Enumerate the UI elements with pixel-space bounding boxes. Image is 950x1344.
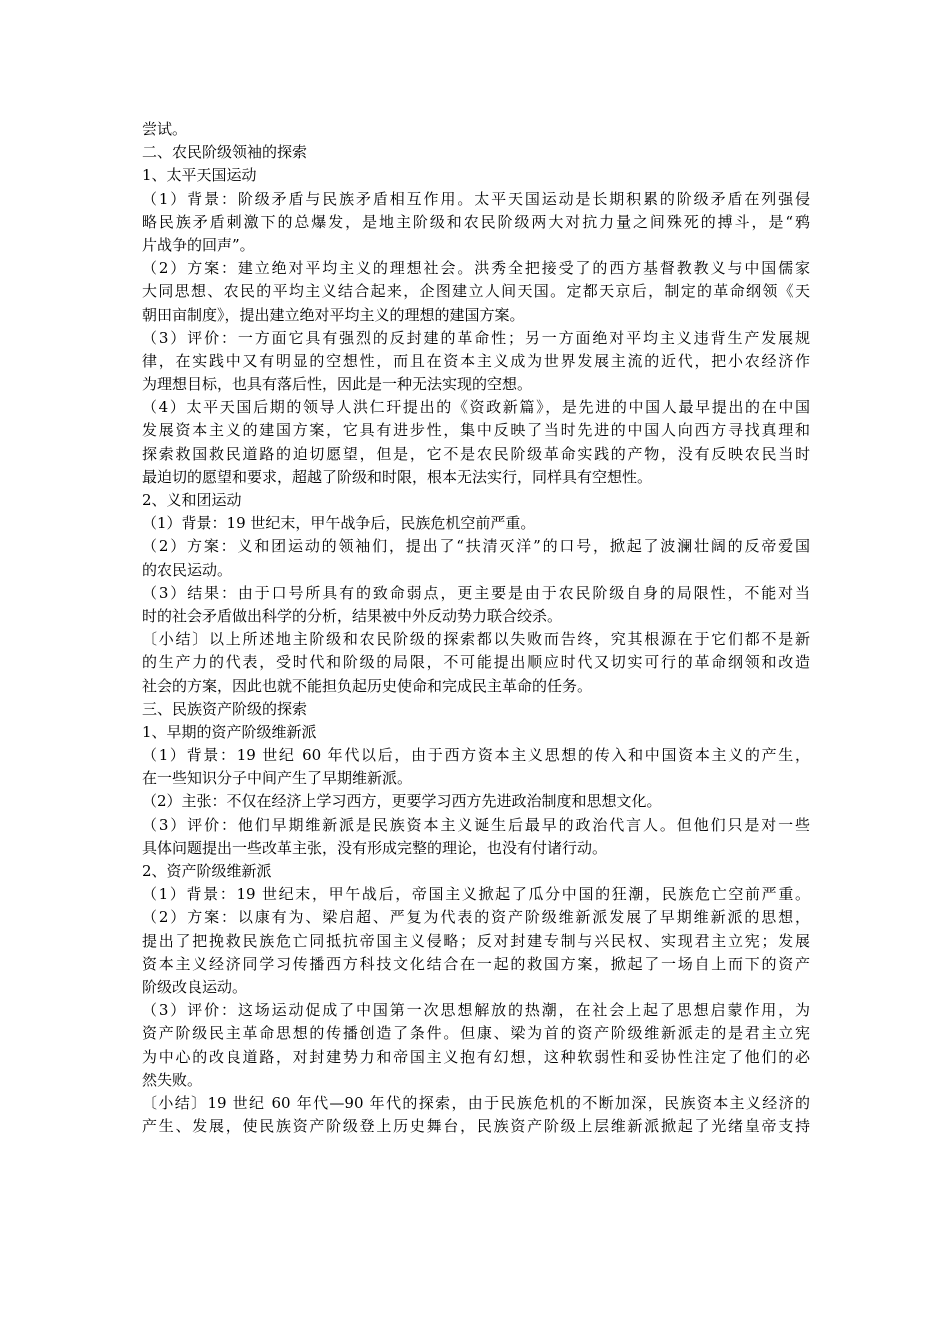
text-line: 略民族矛盾刺激下的总爆发，是地主阶级和农民阶级两大对抗力量之间殊死的搏斗，是“鸦 — [142, 212, 810, 231]
text-line: 〔小结〕以上所述地主阶级和农民阶级的探索都以失败而告终，究其根源在于它们都不是新 — [142, 630, 810, 649]
text-line: 的生产力的代表，受时代和阶级的局限，不可能提出顺应时代又切实可行的革命纲领和改造 — [142, 653, 810, 672]
text-line: （2）方案：义和团运动的领袖们，提出了“扶清灭洋”的口号，掀起了波澜壮阔的反帝爱国 — [142, 537, 810, 556]
text-line: 资产阶级民主革命思想的传播创造了条件。但康、梁为首的资产阶级维新派走的是君主立宪 — [142, 1024, 810, 1043]
text-line: 朝田亩制度》，提出建立绝对平均主义的理想的建国方案。 — [142, 305, 525, 324]
text-line: 〔小结〕19 世纪 60 年代—90 年代的探索，由于民族危机的不断加深，民族资本主义经济的 — [142, 1093, 810, 1112]
text-line: 律，在实践中又有明显的空想性，而且在资本主义成为世界发展主流的近代，把小农经济作 — [142, 351, 810, 370]
text-line: 阶级改良运动。 — [142, 977, 248, 996]
text-line: （1）背景：19 世纪 60 年代以后，由于西方资本主义思想的传入和中国资本主义的产生， — [142, 746, 810, 765]
text-line: 2、义和团运动 — [142, 491, 242, 509]
text-line: 社会的方案，因此也就不能担负起历史使命和完成民主革命的任务。 — [142, 676, 593, 695]
text-line: （3）评价：一方面它具有强烈的反封建的革命性；另一方面绝对平均主义违背生产发展规 — [142, 328, 810, 347]
text-line: （2）主张：不仅在经济上学习西方，更要学习西方先进政治制度和思想文化。 — [142, 792, 662, 811]
text-line: 片战争的回声”。 — [142, 235, 255, 254]
text-line: （3）评价：他们早期维新派是民族资本主义诞生后最早的政治代言人。但他们只是对一些 — [142, 815, 810, 834]
text-line: 然失败。 — [142, 1070, 203, 1089]
text-line: 提出了把挽救民族危亡同抵抗帝国主义侵略；反对封建专制与兴民权、实现君主立宪；发展 — [142, 931, 810, 950]
text-line: 资本主义经济同学习传播西方科技文化结合在一起的救国方案，掀起了一场自上而下的资产 — [142, 954, 810, 973]
text-line: 尝试。 — [142, 120, 188, 138]
text-line: 二、农民阶级领袖的探索 — [142, 143, 308, 162]
text-line: （4）太平天国后期的领导人洪仁玕提出的《资政新篇》，是先进的中国人最早提出的在中国 — [142, 398, 810, 417]
text-line: 时的社会矛盾做出科学的分析，结果被中外反动势力联合绞杀。 — [142, 606, 563, 625]
text-line: 1、早期的资产阶级维新派 — [142, 722, 317, 741]
text-line: （3）结果：由于口号所具有的致命弱点，更主要是由于农民阶级自身的局限性，不能对当 — [142, 583, 810, 602]
text-line: 为中心的改良道路，对封建势力和帝国主义抱有幻想，这种软弱性和妥协性注定了他们的必 — [142, 1047, 810, 1066]
text-line: 最迫切的愿望和要求，超越了阶级和时限，根本无法实行，同样具有空想性。 — [142, 467, 653, 486]
text-line: 具体问题提出一些改革主张，没有形成完整的理论，也没有付诸行动。 — [142, 838, 608, 857]
text-line: （1）背景：阶级矛盾与民族矛盾相互作用。太平天国运动是长期积累的阶级矛盾在列强侵 — [142, 189, 810, 208]
text-line: 的农民运动。 — [142, 560, 233, 579]
text-line: 为理想目标，也具有落后性，因此是一种无法实现的空想。 — [142, 375, 533, 394]
text-line: 在一些知识分子中间产生了早期维新派。 — [142, 769, 413, 788]
text-line: 大同思想、农民的平均主义结合起来，企图建立人间天国。定都天京后，制定的革命纲领《天 — [142, 282, 810, 301]
text-line: 发展资本主义的建国方案，它具有进步性，集中反映了当时先进的中国人向西方寻找真理和 — [142, 421, 810, 440]
text-line: （1）背景：19 世纪末，甲午战争后，民族危机空前严重。 — [142, 514, 536, 533]
text-line: 产生、发展，使民族资产阶级登上历史舞台，民族资产阶级上层维新派掀起了光绪皇帝支持 — [142, 1117, 810, 1136]
document-page — [142, 118, 810, 1138]
text-line: （1）背景：19 世纪末，甲午战后，帝国主义掀起了瓜分中国的狂潮，民族危亡空前严重。 — [142, 885, 810, 904]
text-line: 三、民族资产阶级的探索 — [142, 699, 308, 718]
text-line: （2）方案：建立绝对平均主义的理想社会。洪秀全把接受了的西方基督教教义与中国儒家 — [142, 259, 810, 278]
text-line: 2、资产阶级维新派 — [142, 862, 272, 880]
text-line: （2）方案：以康有为、梁启超、严复为代表的资产阶级维新派发展了早期维新派的思想， — [142, 908, 810, 927]
text-line: 探索救国救民道路的迫切愿望，但是，它不是农民阶级革命实践的产物，没有反映农民当时 — [142, 444, 810, 463]
text-line: （3）评价：这场运动促成了中国第一次思想解放的热潮，在社会上起了思想启蒙作用，为 — [142, 1001, 810, 1020]
text-line: 1、太平天国运动 — [142, 166, 257, 185]
